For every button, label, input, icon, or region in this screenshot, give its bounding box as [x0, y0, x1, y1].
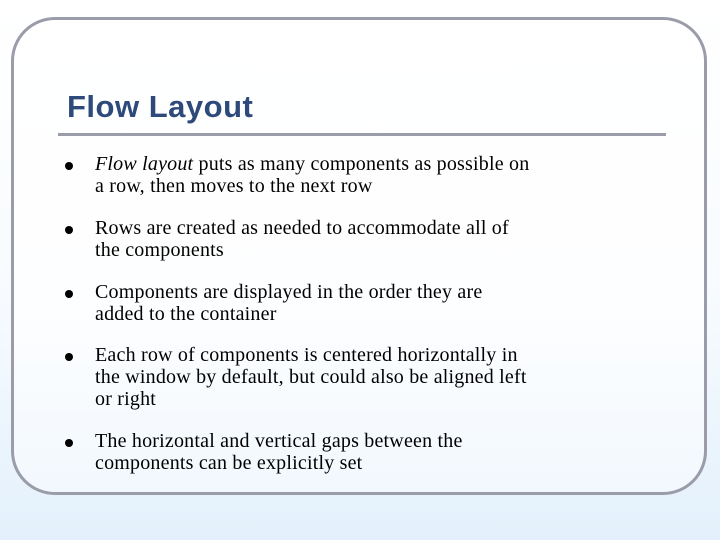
bullet-line-text: Each row of components is centered horizontally in — [95, 344, 518, 366]
bullet-line — [95, 366, 620, 388]
bullet-line — [95, 303, 620, 325]
bullet-dot-icon — [65, 226, 73, 234]
bullet-line — [95, 388, 620, 410]
bullet-line-text: Components are displayed in the order they are — [95, 281, 483, 303]
bullet-line-text: puts as many components as possible on — [193, 153, 530, 175]
bullet-line-text: the window by default, but could also be aligned left — [95, 366, 527, 388]
bullet-dot-icon — [65, 439, 73, 447]
bullet-dot-icon — [65, 290, 73, 298]
bullet-line — [95, 452, 620, 474]
bullet-text — [95, 430, 620, 474]
bullet-text — [95, 217, 620, 261]
bullet-text — [95, 281, 620, 325]
bullet-emphasis: Flow layout — [95, 153, 194, 175]
bullet-line — [95, 175, 620, 197]
bullet-text — [95, 344, 620, 410]
bullet-line — [95, 281, 620, 303]
bullet-text — [95, 153, 620, 197]
bullet-line-text: The horizontal and vertical gaps between the — [95, 430, 463, 452]
bullet-line — [95, 239, 620, 261]
bullet-line-text: a row, then moves to the next row — [95, 175, 373, 197]
bullet-line-text: added to the container — [95, 303, 277, 325]
bullet-line — [95, 344, 620, 366]
bullet-line-text: Rows are created as needed to accommodate all of — [95, 217, 509, 239]
bullet-line-text: the components — [95, 239, 224, 261]
bullet-line-text: or right — [95, 388, 157, 410]
bullet-dot-icon — [65, 162, 73, 170]
bullet-line-text: components can be explicitly set — [95, 452, 363, 474]
bullet-line — [95, 217, 620, 239]
bullet-line — [95, 430, 620, 452]
bullet-dot-icon — [65, 353, 73, 361]
bullet-line — [95, 153, 620, 175]
slide-title: Flow Layout — [67, 89, 254, 124]
